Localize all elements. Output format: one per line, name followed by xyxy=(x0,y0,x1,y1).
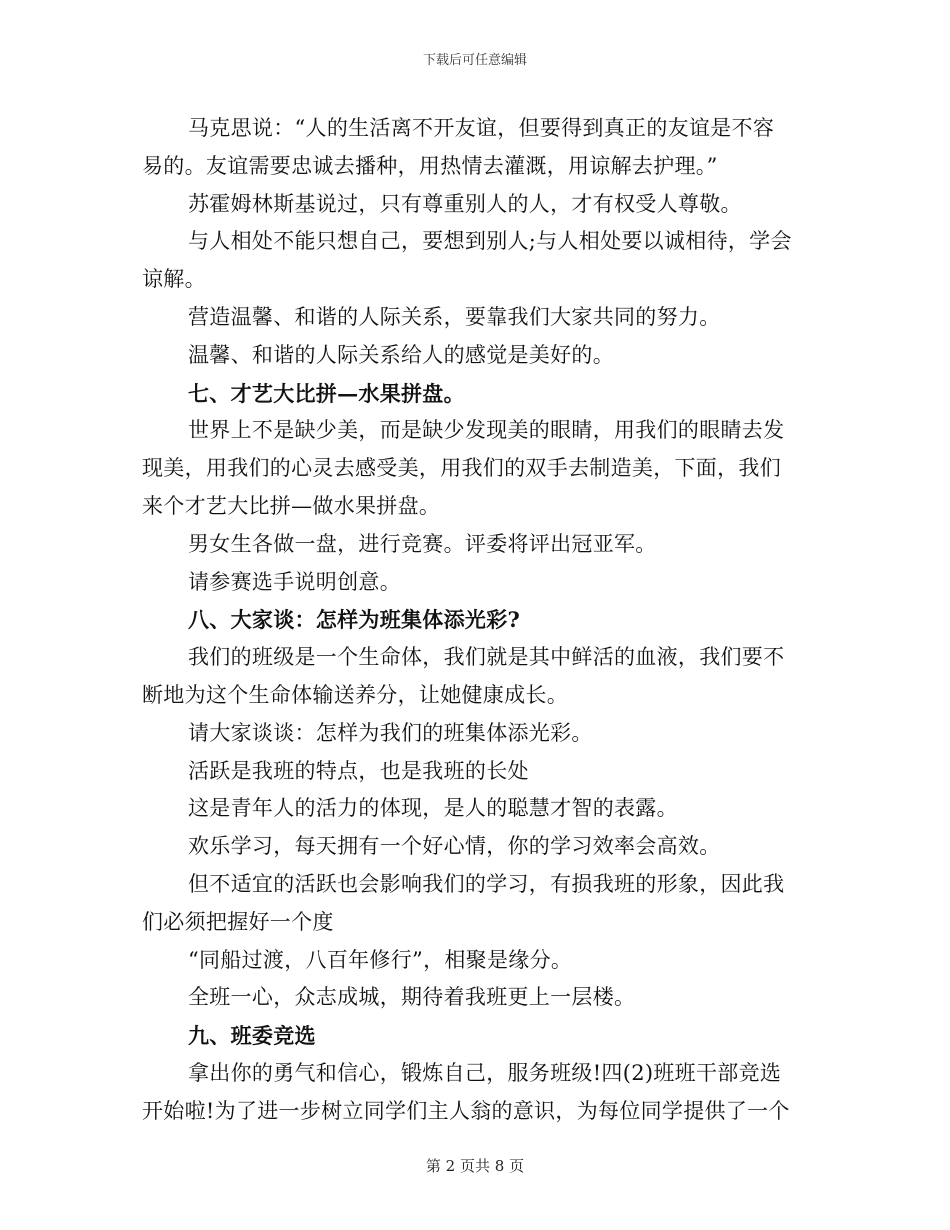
paragraph-line: “同船过渡，八百年修行”，相聚是缘分。 xyxy=(188,947,573,972)
paragraph-line: 与人相处不能只想自己，要想到别人;与人相处要以诚相待，学会 xyxy=(188,229,792,254)
paragraph-line: 请参赛选手说明创意。 xyxy=(188,569,401,594)
paragraph-line: 拿出你的勇气和信心，锻炼自己，服务班级!四(2)班班干部竞选 xyxy=(188,1060,782,1085)
paragraph-line: 但不适宜的活跃也会影响我们的学习，有损我班的形象，因此我 xyxy=(188,871,785,896)
document-body xyxy=(142,110,802,1131)
paragraph-line: 来个才艺大比拼—做水果拼盘。 xyxy=(142,493,441,518)
section-heading: 八、大家谈：怎样为班集体添光彩? xyxy=(188,607,521,633)
paragraph-line: 马克思说：“人的生活离不开友谊，但要得到真正的友谊是不容 xyxy=(188,116,775,140)
paragraph-line: 请大家谈谈：怎样为我们的班集体添光彩。 xyxy=(188,720,593,745)
paragraph-line: 这是青年人的活力的体现，是人的聪慧才智的表露。 xyxy=(188,796,678,821)
paragraph-line: 我们的班级是一个生命体，我们就是其中鲜活的血液，我们要不 xyxy=(188,645,785,670)
paragraph-line: 世界上不是缺少美，而是缺少发现美的眼睛，用我们的眼睛去发 xyxy=(188,418,785,443)
paragraph-line: 苏霍姆林斯基说过，只有尊重别人的人，才有权受人尊敬。 xyxy=(188,191,742,216)
paragraph-line: 全班一心，众志成城，期待着我班更上一层楼。 xyxy=(188,985,636,1010)
paragraph-line: 温馨、和谐的人际关系给人的感觉是美好的。 xyxy=(188,342,614,367)
paragraph-line: 断地为这个生命体输送养分，让她健康成长。 xyxy=(142,682,568,707)
paragraph-line: 们必须把握好一个度 xyxy=(142,909,334,934)
section-heading: 九、班委竞选 xyxy=(188,1023,316,1049)
paragraph-line: 现美，用我们的心灵去感受美，用我们的双手去制造美，下面，我们 xyxy=(142,456,781,481)
paragraph-line: 开始啦!为了进一步树立同学们主人翁的意识，为每位同学提供了一个 xyxy=(142,1098,790,1123)
paragraph-line: 谅解。 xyxy=(142,267,206,292)
paragraph-line: 男女生各做一盘，进行竞赛。评委将评出冠亚军。 xyxy=(188,531,657,556)
page-footer: 第 2 页共 8 页 xyxy=(425,1157,525,1175)
section-heading: 七、才艺大比拼—水果拼盘。 xyxy=(188,380,465,406)
paragraph-line: 易的。友谊需要忠诚去播种，用热情去灌溉，用谅解去护理。” xyxy=(142,153,718,178)
paragraph-line: 营造温馨、和谐的人际关系，要靠我们大家共同的努力。 xyxy=(188,304,721,329)
paragraph-line: 活跃是我班的特点，也是我班的长处 xyxy=(188,758,529,783)
page-header: 下载后可任意编辑 xyxy=(422,53,527,68)
paragraph-line: 欢乐学习，每天拥有一个好心情，你的学习效率会高效。 xyxy=(188,834,721,859)
